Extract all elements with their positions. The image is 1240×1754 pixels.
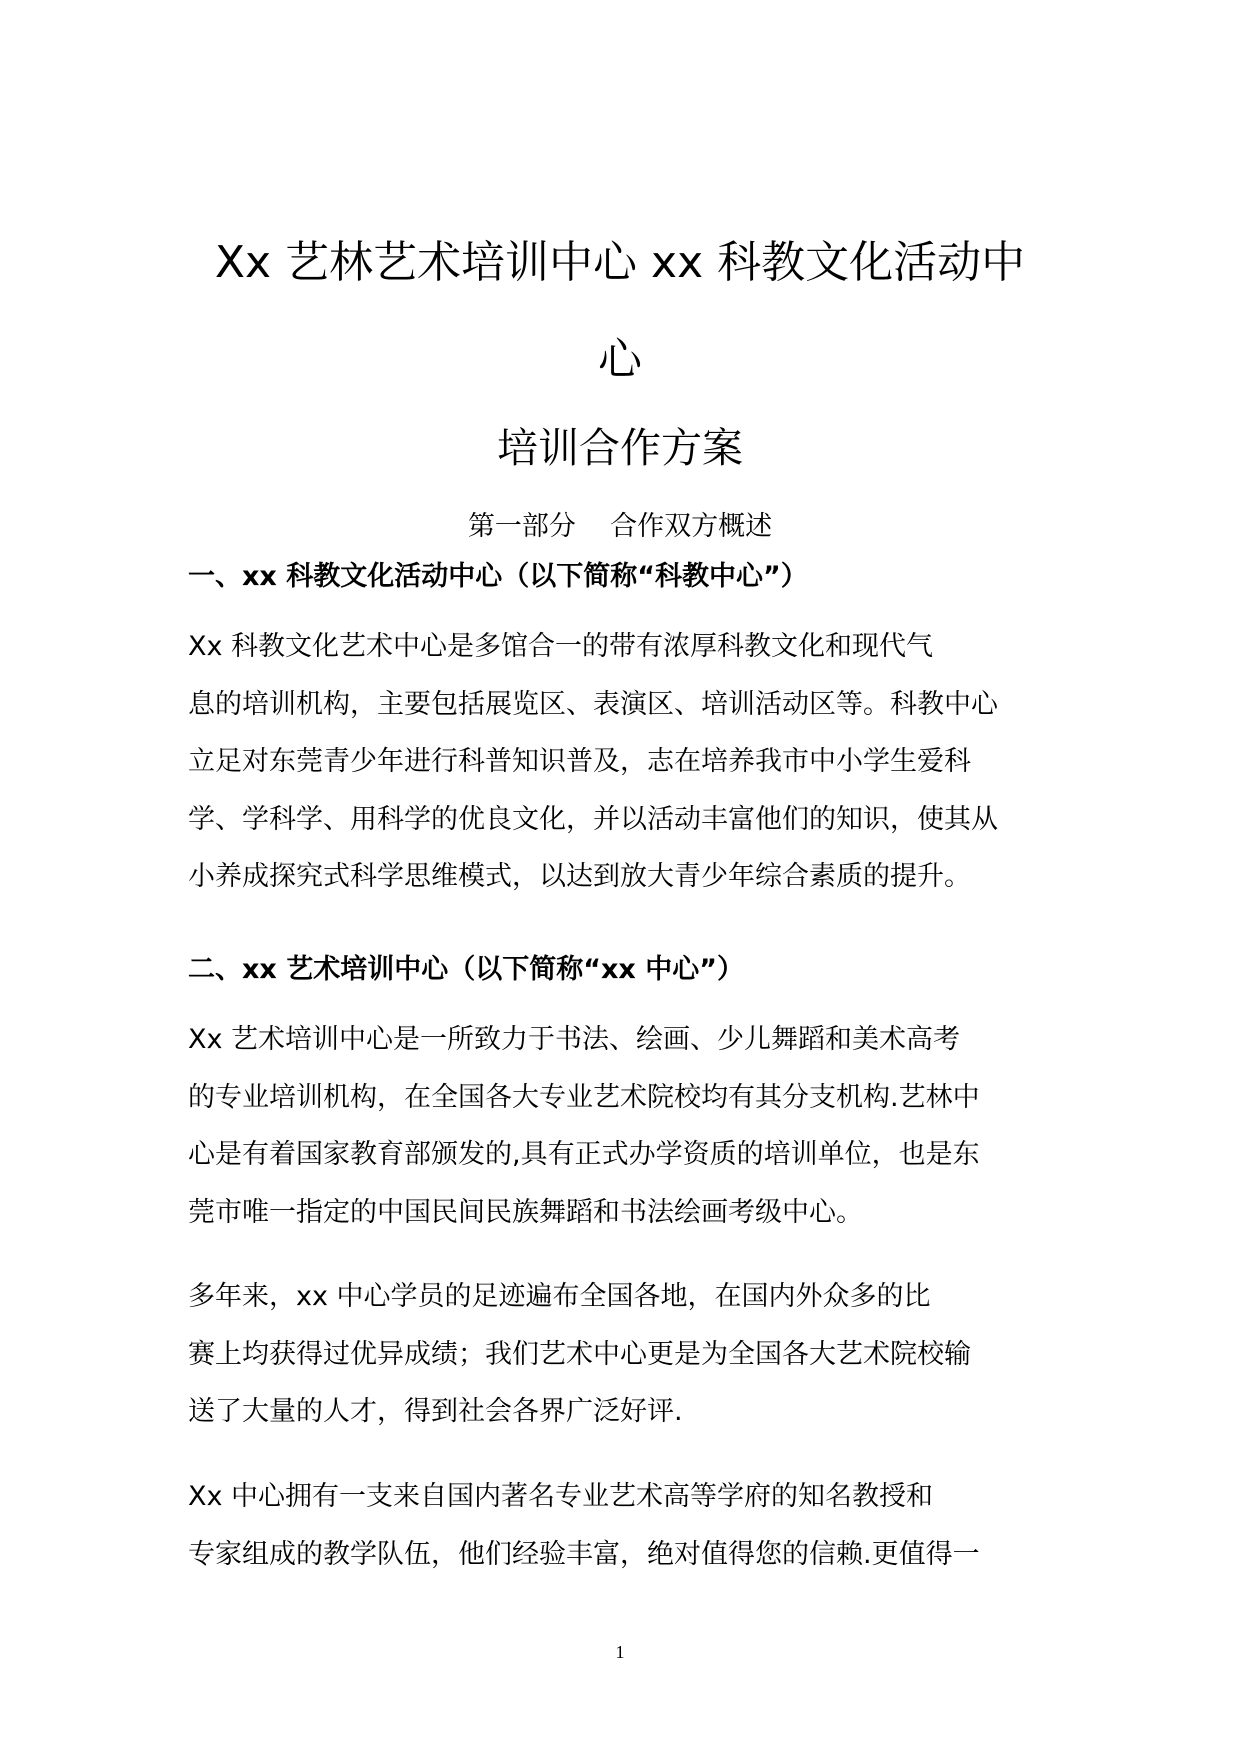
section-1-heading: 一、xx 科教文化活动中心（以下简称“科教中心”）	[188, 561, 808, 592]
page-number: 1	[615, 1642, 625, 1662]
paragraph-line: 的专业培训机构，在全国各大专业艺术院校均有其分支机构.艺林中	[188, 1081, 980, 1113]
document-title-line-1: Xx 艺林艺术培训中心 xx 科教文化活动中	[214, 237, 1026, 288]
paragraph-line: Xx 艺术培训中心是一所致力于书法、绘画、少儿舞蹈和美术高考	[188, 1024, 961, 1055]
paragraph-line: 莞市唯一指定的中国民间民族舞蹈和书法绘画考级中心。	[188, 1196, 863, 1228]
paragraph-line: 息的培训机构，主要包括展览区、表演区、培训活动区等。科教中心	[188, 688, 998, 720]
paragraph-line: 赛上均获得过优异成绩；我们艺术中心更是为全国各大艺术院校输	[188, 1338, 971, 1370]
document-title-line-2: 心	[598, 334, 642, 385]
section-2-paragraph-2	[188, 1268, 1058, 1441]
section-2-paragraph-3	[188, 1468, 1058, 1583]
paragraph-line: 专家组成的教学队伍，他们经验丰富，绝对值得您的信赖.更值得一	[188, 1538, 980, 1570]
paragraph-line: Xx 中心拥有一支来自国内著名专业艺术高等学府的知名教授和	[188, 1481, 934, 1512]
paragraph-line: 学、学科学、用科学的优良文化，并以活动丰富他们的知识，使其从	[188, 803, 998, 835]
paragraph-line: 立足对东莞青少年进行科普知识普及，志在培养我市中小学生爱科	[188, 746, 971, 777]
paragraph-line: Xx 科教文化艺术中心是多馆合一的带有浓厚科教文化和现代气	[188, 631, 934, 662]
section-1-paragraph	[188, 618, 1058, 906]
paragraph-line: 心是有着国家教育部颁发的,具有正式办学资质的培训单位，也是东	[188, 1139, 980, 1170]
section-2-paragraph-1	[188, 1011, 1058, 1241]
document-subtitle: 培训合作方案	[497, 424, 743, 472]
paragraph-line: 小养成探究式科学思维模式，以达到放大青少年综合素质的提升。	[188, 861, 971, 892]
section-2-heading: 二、xx 艺术培训中心（以下简称“xx 中心”）	[188, 954, 744, 985]
paragraph-line: 送了大量的人才，得到社会各界广泛好评.	[188, 1396, 683, 1427]
part-title: 第一部分 合作双方概述	[467, 511, 773, 542]
paragraph-line: 多年来，xx 中心学员的足迹遍布全国各地，在国内外众多的比	[188, 1281, 931, 1312]
